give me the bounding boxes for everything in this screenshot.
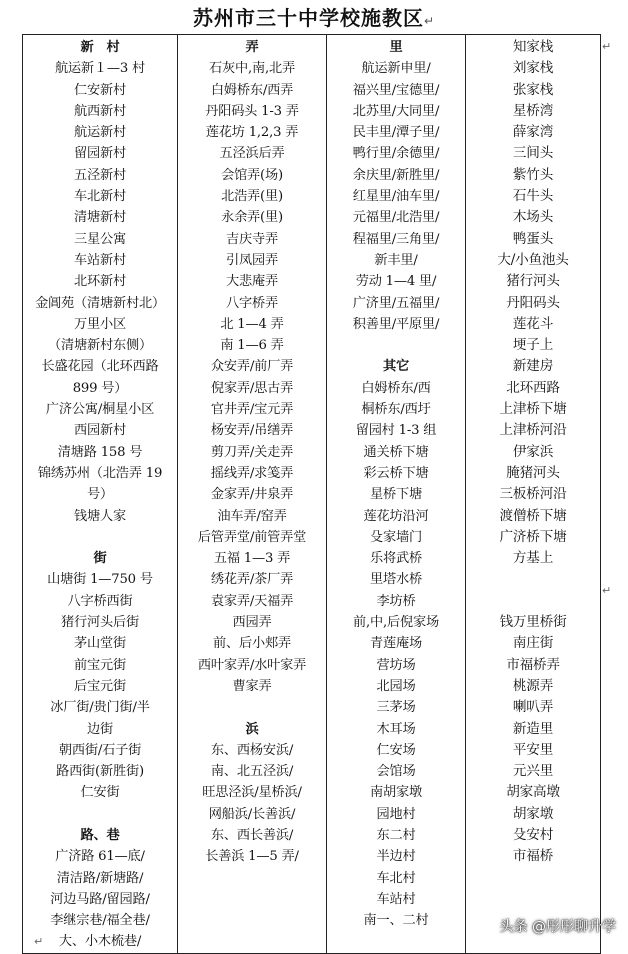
section-heading: 街 — [93, 551, 107, 567]
place-name: 紫竹头 — [512, 166, 554, 183]
place-name: 新建房 — [512, 358, 554, 375]
place-name: 伊家浜 — [512, 443, 554, 460]
place-name: 猪行河头后街 — [61, 615, 139, 631]
place-name: 大悲庵弄 — [226, 274, 278, 290]
place-name: 新丰里/ — [374, 252, 418, 268]
place-name: 方基上 — [512, 550, 554, 567]
column-cell-4 — [466, 35, 601, 954]
column-cell-2 — [178, 35, 327, 954]
place-name: 官井弄/宝元弄 — [210, 402, 294, 418]
place-name: 知家栈 — [512, 39, 554, 55]
place-name: 金家弄/井泉弄 — [210, 487, 294, 503]
place-name: 喇叭弄 — [512, 699, 554, 716]
place-name: 莲花斗 — [512, 315, 554, 332]
place-name: 程福里/三角里/ — [352, 231, 440, 247]
blank-line — [178, 697, 326, 718]
place-name: 福兴里/宝德里/ — [352, 82, 440, 98]
place-name: 前,中,后倪家场 — [353, 615, 439, 631]
place-name: 腌猪河头 — [506, 464, 560, 481]
place-name: 园地村 — [376, 806, 416, 822]
place-name: 航西新村 — [74, 103, 126, 119]
place-name: 胡家墩 — [512, 805, 554, 822]
place-name: 南、北五泾浜/ — [210, 764, 294, 780]
place-name: 桐桥东/西圩 — [361, 402, 431, 418]
place-name: 网船浜/长善浜/ — [208, 806, 296, 822]
row-end-mark: ↵ — [602, 40, 612, 53]
place-name: 彩云桥下塘 — [363, 465, 429, 481]
place-name: 会馆场 — [376, 764, 416, 780]
title-text: 苏州市三十中学校施教区 — [192, 6, 424, 30]
place-name: 钱塘人家 — [74, 508, 126, 524]
document-title — [0, 4, 628, 32]
section-heading: 里 — [389, 40, 403, 55]
blank-line — [466, 591, 600, 612]
blank-line — [178, 889, 326, 910]
place-name: 李坊桥 — [376, 593, 416, 609]
place-name: 丹阳码头 1-3 弄 — [205, 103, 299, 119]
place-name: 西园弄 — [232, 615, 272, 631]
section-heading: 浜 — [245, 721, 259, 737]
place-name: 长盛花园（北环西路 — [41, 359, 159, 375]
place-name: 木场头 — [512, 209, 554, 226]
place-name: 星桥下塘 — [370, 487, 422, 503]
place-name: 广济路 61—底/ — [55, 849, 145, 865]
place-name: 山塘街 1—750 号 — [47, 572, 153, 588]
place-name: 里塔水桥 — [370, 572, 422, 588]
place-name: 木耳场 — [376, 721, 416, 737]
place-name: 后管弄堂/前管弄堂 — [197, 529, 307, 545]
place-name: 摇线弄/求笺弄 — [210, 465, 294, 481]
place-name: 杨安弄/吊缮弄 — [210, 423, 294, 439]
place-name: 张家栈 — [512, 81, 554, 98]
place-name: 新造里 — [512, 720, 554, 737]
column-villages-streets-roads — [23, 37, 177, 953]
place-name: 埂子上 — [512, 337, 554, 354]
place-name: 三星公寓 — [74, 231, 126, 247]
place-name: 元兴里 — [512, 763, 554, 780]
place-name: 路西街(新胜街) — [56, 764, 144, 780]
place-name: 航运新申里/ — [361, 61, 431, 77]
section-heading: 路、巷 — [80, 827, 120, 843]
place-name: 茅山堂街 — [74, 636, 126, 652]
place-name: 清塘新村 — [74, 210, 126, 226]
place-name: 石灰中,南,北弄 — [209, 61, 295, 77]
place-name: 北环新村 — [74, 274, 126, 290]
place-name: 北浩弄(里) — [221, 189, 283, 205]
place-name: 桃源弄 — [512, 677, 554, 694]
place-name: 殳安村 — [512, 826, 554, 843]
place-name: 民丰里/潭子里/ — [352, 125, 440, 141]
place-name: 车站村 — [376, 891, 416, 907]
place-name: 广济公寓/桐星小区 — [45, 402, 155, 418]
section-heading: 新 村 — [80, 40, 120, 55]
place-name: 前宝元街 — [74, 657, 126, 673]
district-table — [22, 34, 601, 954]
place-name: 刘家栈 — [512, 60, 554, 77]
blank-line — [327, 335, 465, 356]
bottom-paragraph-mark: ↵ — [34, 935, 44, 948]
blank-line — [466, 868, 600, 889]
place-name: 旺思泾浜/星桥浜/ — [202, 785, 302, 801]
place-name: 上津桥下塘 — [499, 401, 567, 418]
place-name: 车站新村 — [74, 252, 126, 268]
place-name: 通关桥下塘 — [363, 444, 429, 460]
place-name: 白姆桥东/西弄 — [210, 82, 294, 98]
place-name: 三间头 — [512, 145, 554, 162]
place-name: 星桥湾 — [512, 102, 554, 119]
place-name: 边街 — [87, 721, 113, 737]
column-misc-places — [466, 37, 600, 953]
place-name: 车北新村 — [74, 189, 126, 205]
place-name: 丹阳码头 — [506, 294, 560, 311]
row-end-mark: ↵ — [602, 584, 612, 597]
place-name: 冰厂街/贵门街/半 — [50, 700, 150, 716]
place-name: 余庆里/新胜里/ — [352, 167, 440, 183]
place-name: 东、西杨安浜/ — [210, 742, 294, 758]
place-name: 三茅场 — [376, 700, 416, 716]
column-alleys-others — [327, 37, 465, 953]
place-name: 仁安新村 — [74, 82, 126, 98]
place-name: 引凤园弄 — [226, 252, 278, 268]
place-name: 袁家弄/天福弄 — [210, 593, 294, 609]
place-name: 北苏里/大同里/ — [352, 103, 440, 119]
place-name: 东二村 — [376, 827, 416, 843]
place-name: 鸭行里/余德里/ — [352, 146, 440, 162]
place-name: 市福桥 — [512, 848, 554, 865]
place-name: 航运新１—3 村 — [54, 61, 146, 77]
place-name: 元福里/北浩里/ — [352, 210, 440, 226]
place-name: 殳家墙门 — [370, 529, 422, 545]
place-name: 后宝元街 — [74, 678, 126, 694]
place-name: 乐将武桥 — [370, 551, 422, 567]
place-name: 北环西路 — [506, 379, 560, 396]
place-name: 留园村 1-3 组 — [355, 423, 437, 439]
section-heading: 其它 — [383, 359, 409, 375]
place-name: 大/小鱼池头 — [497, 251, 569, 268]
place-name: 留园新村 — [74, 146, 126, 162]
place-name: 莲花坊沿河 — [363, 508, 429, 524]
place-name: 渡僧桥下塘 — [499, 507, 567, 524]
blank-line — [466, 889, 600, 910]
place-name: 李继宗巷/福全巷/ — [50, 913, 150, 929]
place-name: 胡家高墩 — [506, 784, 560, 801]
place-name: 仁安场 — [376, 742, 416, 758]
place-name: 曹家弄 — [232, 678, 272, 694]
place-name: 朝西街/石子街 — [58, 742, 142, 758]
place-name: 五泾新村 — [74, 167, 126, 183]
place-name: 大、小木梳巷/ — [58, 934, 142, 950]
place-name: 车北村 — [376, 870, 416, 886]
place-name: 市福桥弄 — [506, 656, 560, 673]
place-name: 万里小区 — [74, 316, 126, 332]
place-name: 清洁路/新塘路/ — [56, 870, 144, 886]
place-name: 广济桥下塘 — [499, 528, 567, 545]
place-name: 北 1—4 弄 — [220, 316, 284, 332]
place-name: 吉庆寺弄 — [226, 231, 278, 247]
place-name: 清塘路 158 号 — [57, 444, 143, 460]
place-name: 积善里/平原里/ — [352, 316, 440, 332]
place-name: 剪刀弄/关走弄 — [210, 444, 294, 460]
place-name: 三板桥河沿 — [499, 486, 567, 503]
place-name: 猪行河头 — [506, 273, 560, 290]
column-lanes-creeks — [178, 37, 326, 953]
watermark: 头条 @彤彤聊升学 — [499, 919, 616, 935]
place-name: 八字桥西街 — [67, 593, 133, 609]
blank-line — [23, 804, 177, 825]
place-name: 南庄街 — [512, 635, 554, 652]
place-name: 鸭蛋头 — [512, 230, 554, 247]
place-name: 半边村 — [376, 849, 416, 865]
place-name: 倪家弄/思古弄 — [210, 380, 294, 396]
place-name: 石牛头 — [512, 188, 554, 205]
place-name: 永余弄(里) — [221, 210, 283, 226]
place-name: 南 1—6 弄 — [220, 338, 284, 354]
place-name: 青莲庵场 — [370, 636, 422, 652]
place-name: 广济里/五福里/ — [352, 295, 440, 311]
place-name: 仁安街 — [80, 785, 120, 801]
paragraph-mark: ↵ — [423, 14, 436, 28]
place-name: 河边马路/留园路/ — [50, 891, 150, 907]
place-name: 五福 1—3 弄 — [213, 551, 291, 567]
place-name: 莲花坊 1,2,3 弄 — [205, 125, 299, 141]
column-cell-1 — [23, 35, 178, 954]
place-name: 劳动 1—4 里/ — [355, 274, 437, 290]
place-name: 五泾浜后弄 — [219, 146, 285, 162]
place-name: 北园场 — [376, 678, 416, 694]
place-name: 南胡家墩 — [370, 785, 422, 801]
place-name: 八字桥弄 — [226, 295, 278, 311]
place-name: 西叶家弄/水叶家弄 — [197, 657, 307, 673]
section-heading: 弄 — [245, 40, 259, 55]
place-name: 绣花弄/茶厂弄 — [210, 572, 294, 588]
place-name: 东、西长善浜/ — [210, 827, 294, 843]
place-name: 航运新村 — [74, 125, 126, 141]
place-name: 南一、二村 — [363, 913, 429, 929]
blank-line — [23, 527, 177, 548]
place-name: 前、后小郏弄 — [213, 636, 291, 652]
place-name: 上津桥河沿 — [499, 422, 567, 439]
place-name: 号） — [87, 487, 113, 503]
place-name: 899 号） — [72, 380, 128, 396]
blank-line — [178, 868, 326, 889]
column-cell-3 — [327, 35, 466, 954]
place-name: 薛家湾 — [512, 124, 554, 141]
place-name: 平安里 — [512, 741, 554, 758]
place-name: 油车弄/窑弄 — [217, 508, 287, 524]
blank-line — [178, 910, 326, 931]
place-name: （清塘新村东侧） — [48, 338, 152, 354]
place-name: 金阊苑（清塘新村北） — [35, 295, 165, 311]
place-name: 西园新村 — [74, 423, 126, 439]
blank-line — [466, 569, 600, 590]
place-name: 红星里/油车里/ — [352, 189, 440, 205]
place-name: 众安弄/前厂弄 — [210, 359, 294, 375]
place-name: 白姆桥东/西 — [361, 380, 431, 396]
place-name: 长善浜 1—5 弄/ — [205, 849, 299, 865]
place-name: 钱万里桥街 — [499, 614, 567, 631]
place-name: 营坊场 — [376, 657, 416, 673]
place-name: 锦绣苏州（北浩弄 19 — [37, 465, 163, 481]
place-name: 会馆弄(场) — [221, 167, 283, 183]
